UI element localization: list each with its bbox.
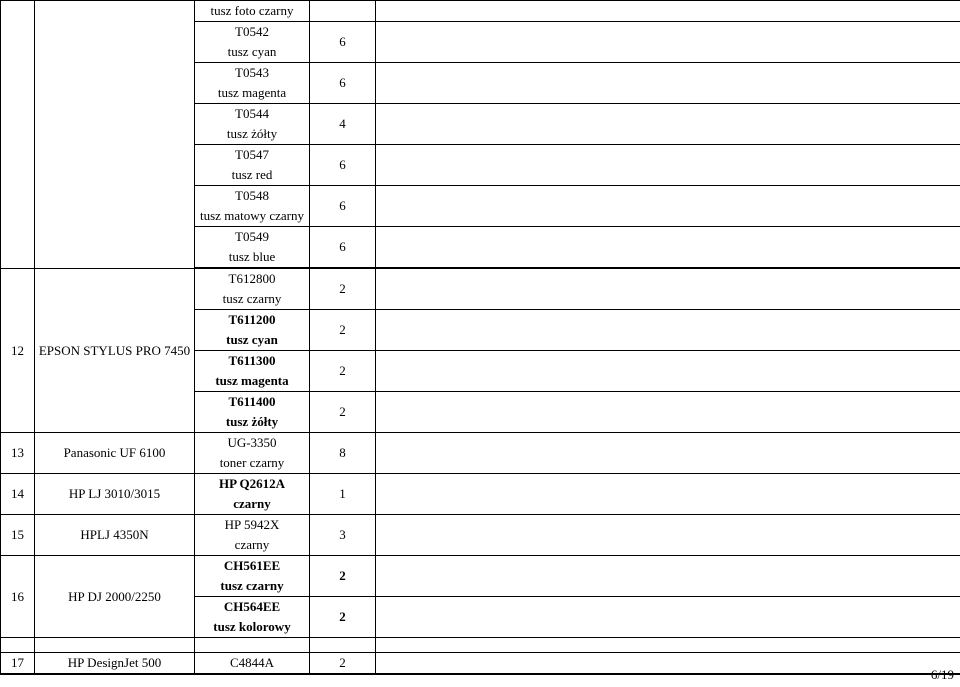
item-cell <box>195 145 310 186</box>
row-number-cell <box>1 638 35 653</box>
item-desc: tusz żółty <box>225 414 279 429</box>
item-code: CH564EE <box>223 599 281 614</box>
table-row <box>1 433 960 474</box>
item-desc: tusz czarny <box>220 578 284 593</box>
row-number-cell <box>1 1 35 269</box>
item-desc: czarny <box>233 496 271 511</box>
qty-cell: 2 <box>310 392 376 433</box>
item-code: T0549 <box>235 229 269 244</box>
blank-cell <box>376 597 960 638</box>
item-code: T611200 <box>228 312 276 327</box>
table-row <box>1 515 960 556</box>
item-code: T611300 <box>228 353 276 368</box>
item-code: T0543 <box>235 65 269 80</box>
qty-cell: 6 <box>310 63 376 104</box>
qty-cell: 6 <box>310 145 376 186</box>
blank-cell <box>376 22 960 63</box>
device-cell <box>35 1 195 269</box>
table-row <box>1 556 960 597</box>
qty-cell: 4 <box>310 104 376 145</box>
item-desc: tusz cyan <box>226 332 278 347</box>
device-cell: HP DJ 2000/2250 <box>35 556 195 638</box>
device-cell: HP LJ 3010/3015 <box>35 474 195 515</box>
item-cell <box>195 22 310 63</box>
item-cell <box>195 474 310 515</box>
device-cell: Panasonic UF 6100 <box>35 433 195 474</box>
table-row <box>1 269 960 310</box>
item-desc: tusz magenta <box>217 85 287 100</box>
item-cell <box>195 597 310 638</box>
item-cell <box>195 392 310 433</box>
item-cell <box>195 351 310 392</box>
blank-cell <box>376 186 960 227</box>
row-number-cell: 12 <box>1 269 35 433</box>
item-desc: tusz cyan <box>227 44 277 59</box>
qty-cell: 6 <box>310 186 376 227</box>
item-code: T611400 <box>228 394 276 409</box>
item-code: T0548 <box>235 188 269 203</box>
device-cell: HPLJ 4350N <box>35 515 195 556</box>
item-desc: tusz blue <box>228 249 276 264</box>
device-cell: HP DesignJet 500 <box>35 653 195 675</box>
blank-cell <box>376 351 960 392</box>
blank-cell <box>376 638 960 653</box>
blank-cell <box>376 653 960 675</box>
blank-cell <box>376 392 960 433</box>
blank-cell <box>376 269 960 310</box>
item-code: UG-3350 <box>227 435 277 450</box>
qty-cell: 2 <box>310 310 376 351</box>
qty-cell: 2 <box>310 653 376 675</box>
qty-cell: 2 <box>310 556 376 597</box>
qty-cell: 2 <box>310 269 376 310</box>
row-number-cell: 13 <box>1 433 35 474</box>
qty-cell: 6 <box>310 22 376 63</box>
blank-cell <box>376 474 960 515</box>
device-cell: EPSON STYLUS PRO 7450 <box>35 269 195 433</box>
qty-cell: 1 <box>310 474 376 515</box>
row-number-cell: 14 <box>1 474 35 515</box>
blank-cell <box>376 104 960 145</box>
blank-cell <box>376 63 960 104</box>
item-desc: tusz matowy czarny <box>200 208 304 223</box>
qty-cell: 2 <box>310 351 376 392</box>
item-desc: tusz żółty <box>226 126 278 141</box>
page-number: 6/19 <box>930 667 954 682</box>
qty-cell: 6 <box>310 227 376 268</box>
item-cell <box>195 310 310 351</box>
item-code: HP 5942X <box>224 517 280 532</box>
item-cell <box>195 556 310 597</box>
item-cell: C4844A <box>195 653 310 675</box>
item-desc: tusz czarny <box>222 291 282 306</box>
item-desc: czarny <box>234 537 270 552</box>
item-code: HP Q2612A <box>218 476 286 491</box>
blank-cell <box>376 433 960 474</box>
item-cell <box>195 269 310 310</box>
blank-cell <box>376 227 960 268</box>
row-number-cell: 17 <box>1 653 35 675</box>
item-desc: tusz red <box>231 167 273 182</box>
item-code: CH561EE <box>223 558 281 573</box>
item-code: T0547 <box>235 147 269 162</box>
table-row <box>1 474 960 515</box>
qty-cell: 3 <box>310 515 376 556</box>
device-cell <box>35 638 195 653</box>
item-code: T0544 <box>235 106 269 121</box>
qty-cell: 2 <box>310 597 376 638</box>
qty-cell <box>310 1 376 22</box>
blank-cell <box>376 145 960 186</box>
item-desc: tusz foto czarny <box>210 3 294 18</box>
item-desc: tusz magenta <box>215 373 289 388</box>
item-cell <box>195 63 310 104</box>
item-cell <box>195 638 310 653</box>
blank-cell <box>376 310 960 351</box>
item-desc: toner czarny <box>219 455 285 470</box>
qty-cell <box>310 638 376 653</box>
item-cell <box>195 186 310 227</box>
item-cell <box>195 1 310 22</box>
item-cell <box>195 515 310 556</box>
table-row <box>1 653 960 675</box>
qty-cell: 8 <box>310 433 376 474</box>
table-row <box>1 1 960 22</box>
item-cell <box>195 104 310 145</box>
item-cell <box>195 433 310 474</box>
row-number-cell: 16 <box>1 556 35 638</box>
item-code: T612800 <box>228 271 276 286</box>
row-number-cell: 15 <box>1 515 35 556</box>
item-desc: tusz kolorowy <box>213 619 291 634</box>
blank-cell <box>376 1 960 22</box>
item-cell <box>195 227 310 268</box>
item-code: T0542 <box>235 24 269 39</box>
blank-cell <box>376 556 960 597</box>
gap-row <box>1 638 960 653</box>
blank-cell <box>376 515 960 556</box>
